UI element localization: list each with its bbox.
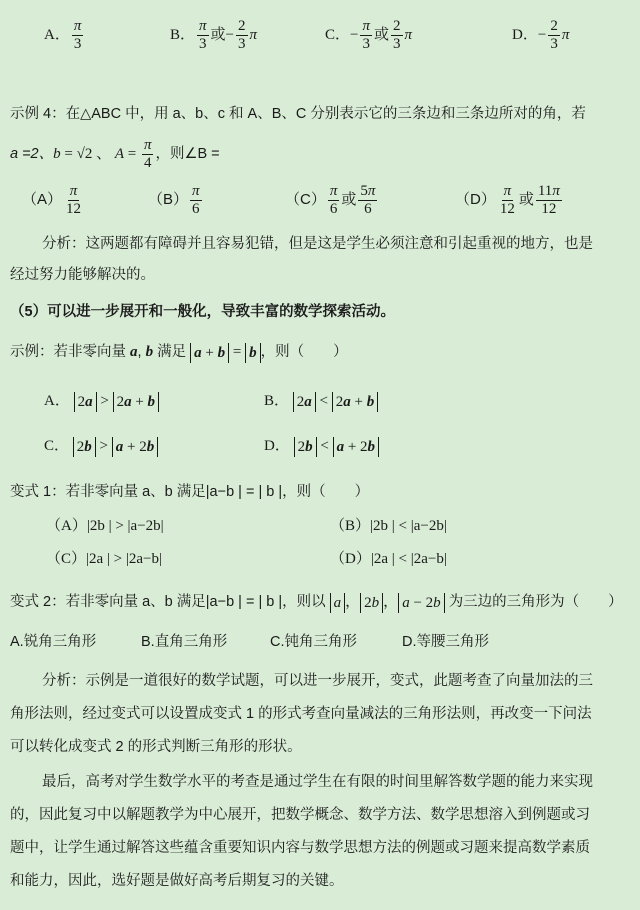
variant1-option-c: （C）|2a | > |2a−b|: [46, 551, 163, 567]
option-d-top: D．− $\frac{2}{3}$ π: [512, 18, 570, 52]
analysis2-line1: 分析：示例是一道很好的数学试题，可以进一步展开，变式，此题考查了向量加法的三: [42, 673, 593, 689]
example-option-b: B． 2a < 2a + b: [264, 389, 378, 412]
variant1-question: 变式 1：若非零向量 a、b 满足|a−b | = | b |，则（ ）: [10, 484, 370, 500]
example-question: 示例：若非零向量 a, b 满足 a + b = b ，则（ ）: [10, 344, 348, 361]
example4-option-a: （A） $\frac{\pi}{12}$: [22, 183, 82, 217]
option-b-top: B． $\frac{\pi}{3}$ 或− $\frac{2}{3}$ π: [170, 18, 258, 52]
variant2-option-b: B.直角三角形: [141, 634, 228, 650]
variant1-option-a: （A）|2b | > |a−2b|: [46, 518, 164, 534]
analysis2-line2: 角形法则，经过变式可以设置成变式 1 的形式考查向量减法的三角形法则，再改变一下问法: [10, 706, 592, 722]
analysis1-line1: 分析：这两题都有障碍并且容易犯错，但是这是学生必须注意和引起重视的地方，也是: [42, 236, 593, 252]
example-option-d: D． 2b < a + 2b: [264, 434, 379, 457]
variant2-option-c: C.钝角三角形: [270, 634, 357, 650]
example4-option-c: （C） $\frac{\pi}{6}$ 或 $\frac{5\pi}{6}$: [285, 183, 376, 217]
example-option-c: C． 2b > a + 2b: [44, 434, 158, 457]
example4-option-b: （B） $\frac{\pi}{6}$: [148, 183, 200, 217]
variant2-question: 变式 2：若非零向量 a、b 满足|a−b | = | b |，则以 a ， 2b ， a − 2b 为三边的三角形为（ ）: [10, 594, 623, 611]
analysis1-line2: 经过努力能够解决的。: [10, 267, 155, 283]
option-a-top: A． $\frac{\pi}{3}$: [44, 18, 82, 52]
analysis2-line3: 可以转化成变式 2 的形式判断三角形的形状。: [10, 739, 302, 755]
variant1-option-b: （B）|2b | < |a−2b|: [330, 518, 447, 534]
example4-option-d: （D） $\frac{\pi}{12}$ 或 $\frac{11\pi}{12}$: [455, 183, 560, 217]
final-line4: 和能力，因此，选好题是做好高考后期复习的关键。: [10, 873, 344, 889]
final-line2: 的，因此复习中以解题教学为中心展开，把数学概念、数学方法、数学思想溶入到例题或习: [10, 807, 590, 823]
variant2-option-d: D.等腰三角形: [402, 634, 489, 650]
final-line3: 题中，让学生通过解答这些蕴含重要知识内容与数学思想方法的例题或习题来提高数学素质: [10, 840, 590, 856]
variant1-option-d: （D）|2a | < |2a−b|: [330, 551, 447, 567]
final-line1: 最后，高考对学生数学水平的考查是通过学生在有限的时间里解答数学题的能力来实现: [42, 774, 593, 790]
example-option-a: A． 2a > 2a + b: [44, 389, 159, 412]
variant2-option-a: A.锐角三角形: [10, 634, 97, 650]
option-c-top: C．− $\frac{\pi}{3}$ 或 $\frac{2}{3}$ π: [325, 18, 413, 52]
section5-heading: （5）可以进一步展开和一般化，导致丰富的数学探索活动。: [10, 304, 396, 320]
example4-line2: a =2、b = √2 、 A = $\frac{\pi}{4}$ ，则∠B =: [10, 137, 220, 171]
example4-line1: 示例 4：在△ABC 中，用 a、b、c 和 A、B、C 分别表示它的三条边和三条边所对的角，若: [10, 106, 586, 122]
